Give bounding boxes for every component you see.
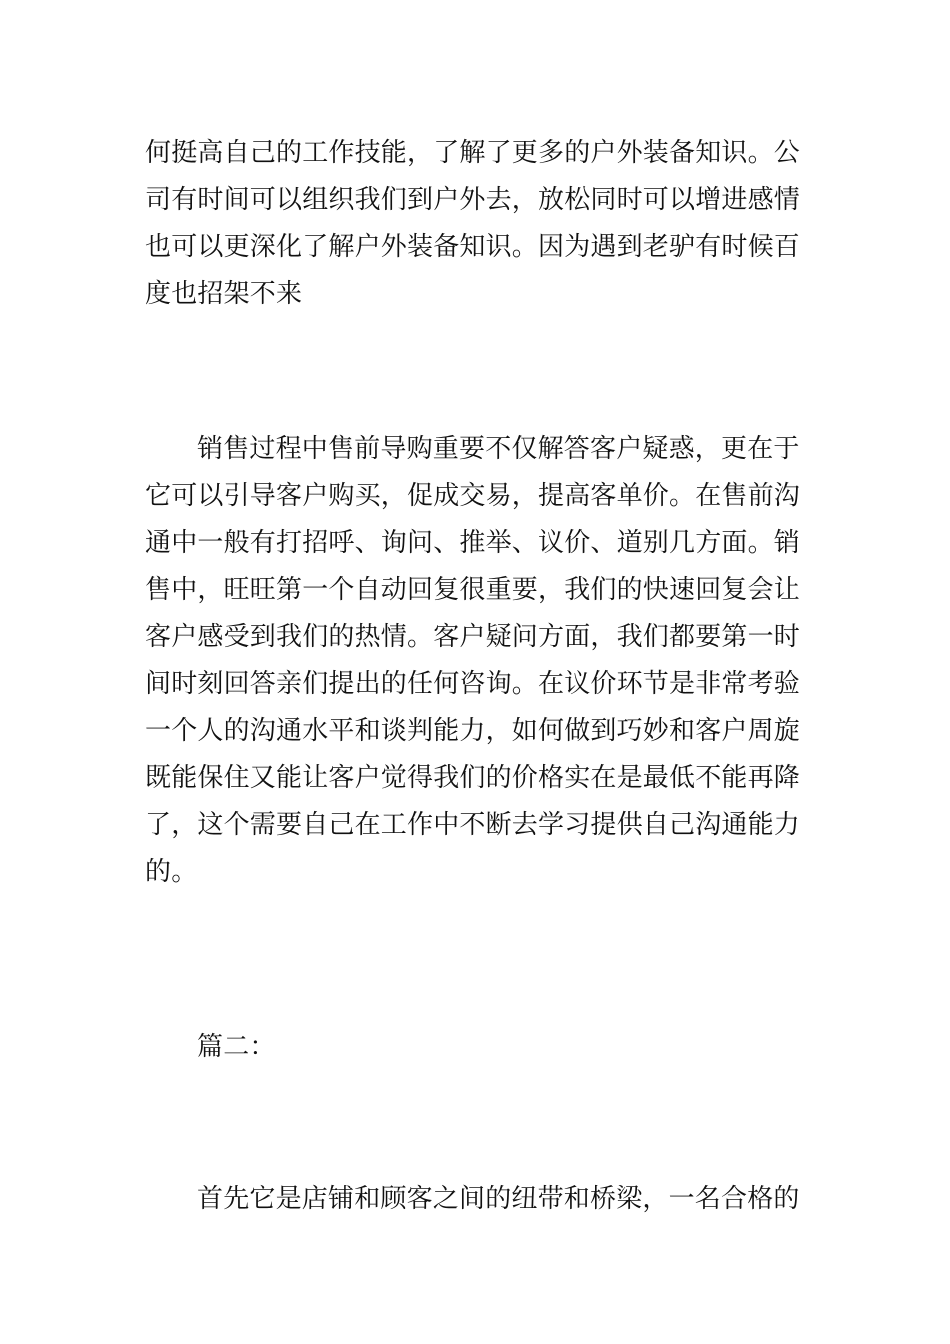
paragraph-line: 客户感受到我们的热情。客户疑问方面，我们都要第一时 xyxy=(145,622,801,652)
paragraph-line: 销售过程中售前导购重要不仅解答客户疑惑，更在于 xyxy=(197,434,800,464)
paragraph-line: 通中一般有打招呼、询问、推举、议价、道别几方面。销 xyxy=(145,528,801,558)
paragraph-line: 它可以引导客户购买，促成交易，提高客单价。在售前沟 xyxy=(145,481,801,511)
paragraph-line: 也可以更深化了解户外装备知识。因为遇到老驴有时候百 xyxy=(145,232,801,262)
paragraph-line: 既能保住又能让客户觉得我们的价格实在是最低不能再降 xyxy=(145,763,801,793)
paragraph-line: 度也招架不来 xyxy=(145,279,303,309)
paragraph-line: 了，这个需要自己在工作中不断去学习提供自己沟通能力 xyxy=(145,810,801,840)
paragraph-line: 售中，旺旺第一个自动回复很重要，我们的快速回复会让 xyxy=(145,575,801,605)
paragraph-line: 何挺高自己的工作技能，了解了更多的户外装备知识。公 xyxy=(145,138,801,168)
paragraph-line: 间时刻回答亲们提出的任何咨询。在议价环节是非常考验 xyxy=(145,669,801,699)
paragraph-line: 首先它是店铺和顾客之间的纽带和桥梁，一名合格的 xyxy=(197,1184,800,1214)
paragraph-line: 一个人的沟通水平和谈判能力，如何做到巧妙和客户周旋 xyxy=(145,716,801,746)
paragraph-line: 司有时间可以组织我们到户外去，放松同时可以增进感情 xyxy=(145,185,801,215)
section-heading: 篇二： xyxy=(197,1032,276,1062)
paragraph-line: 的。 xyxy=(145,857,198,887)
